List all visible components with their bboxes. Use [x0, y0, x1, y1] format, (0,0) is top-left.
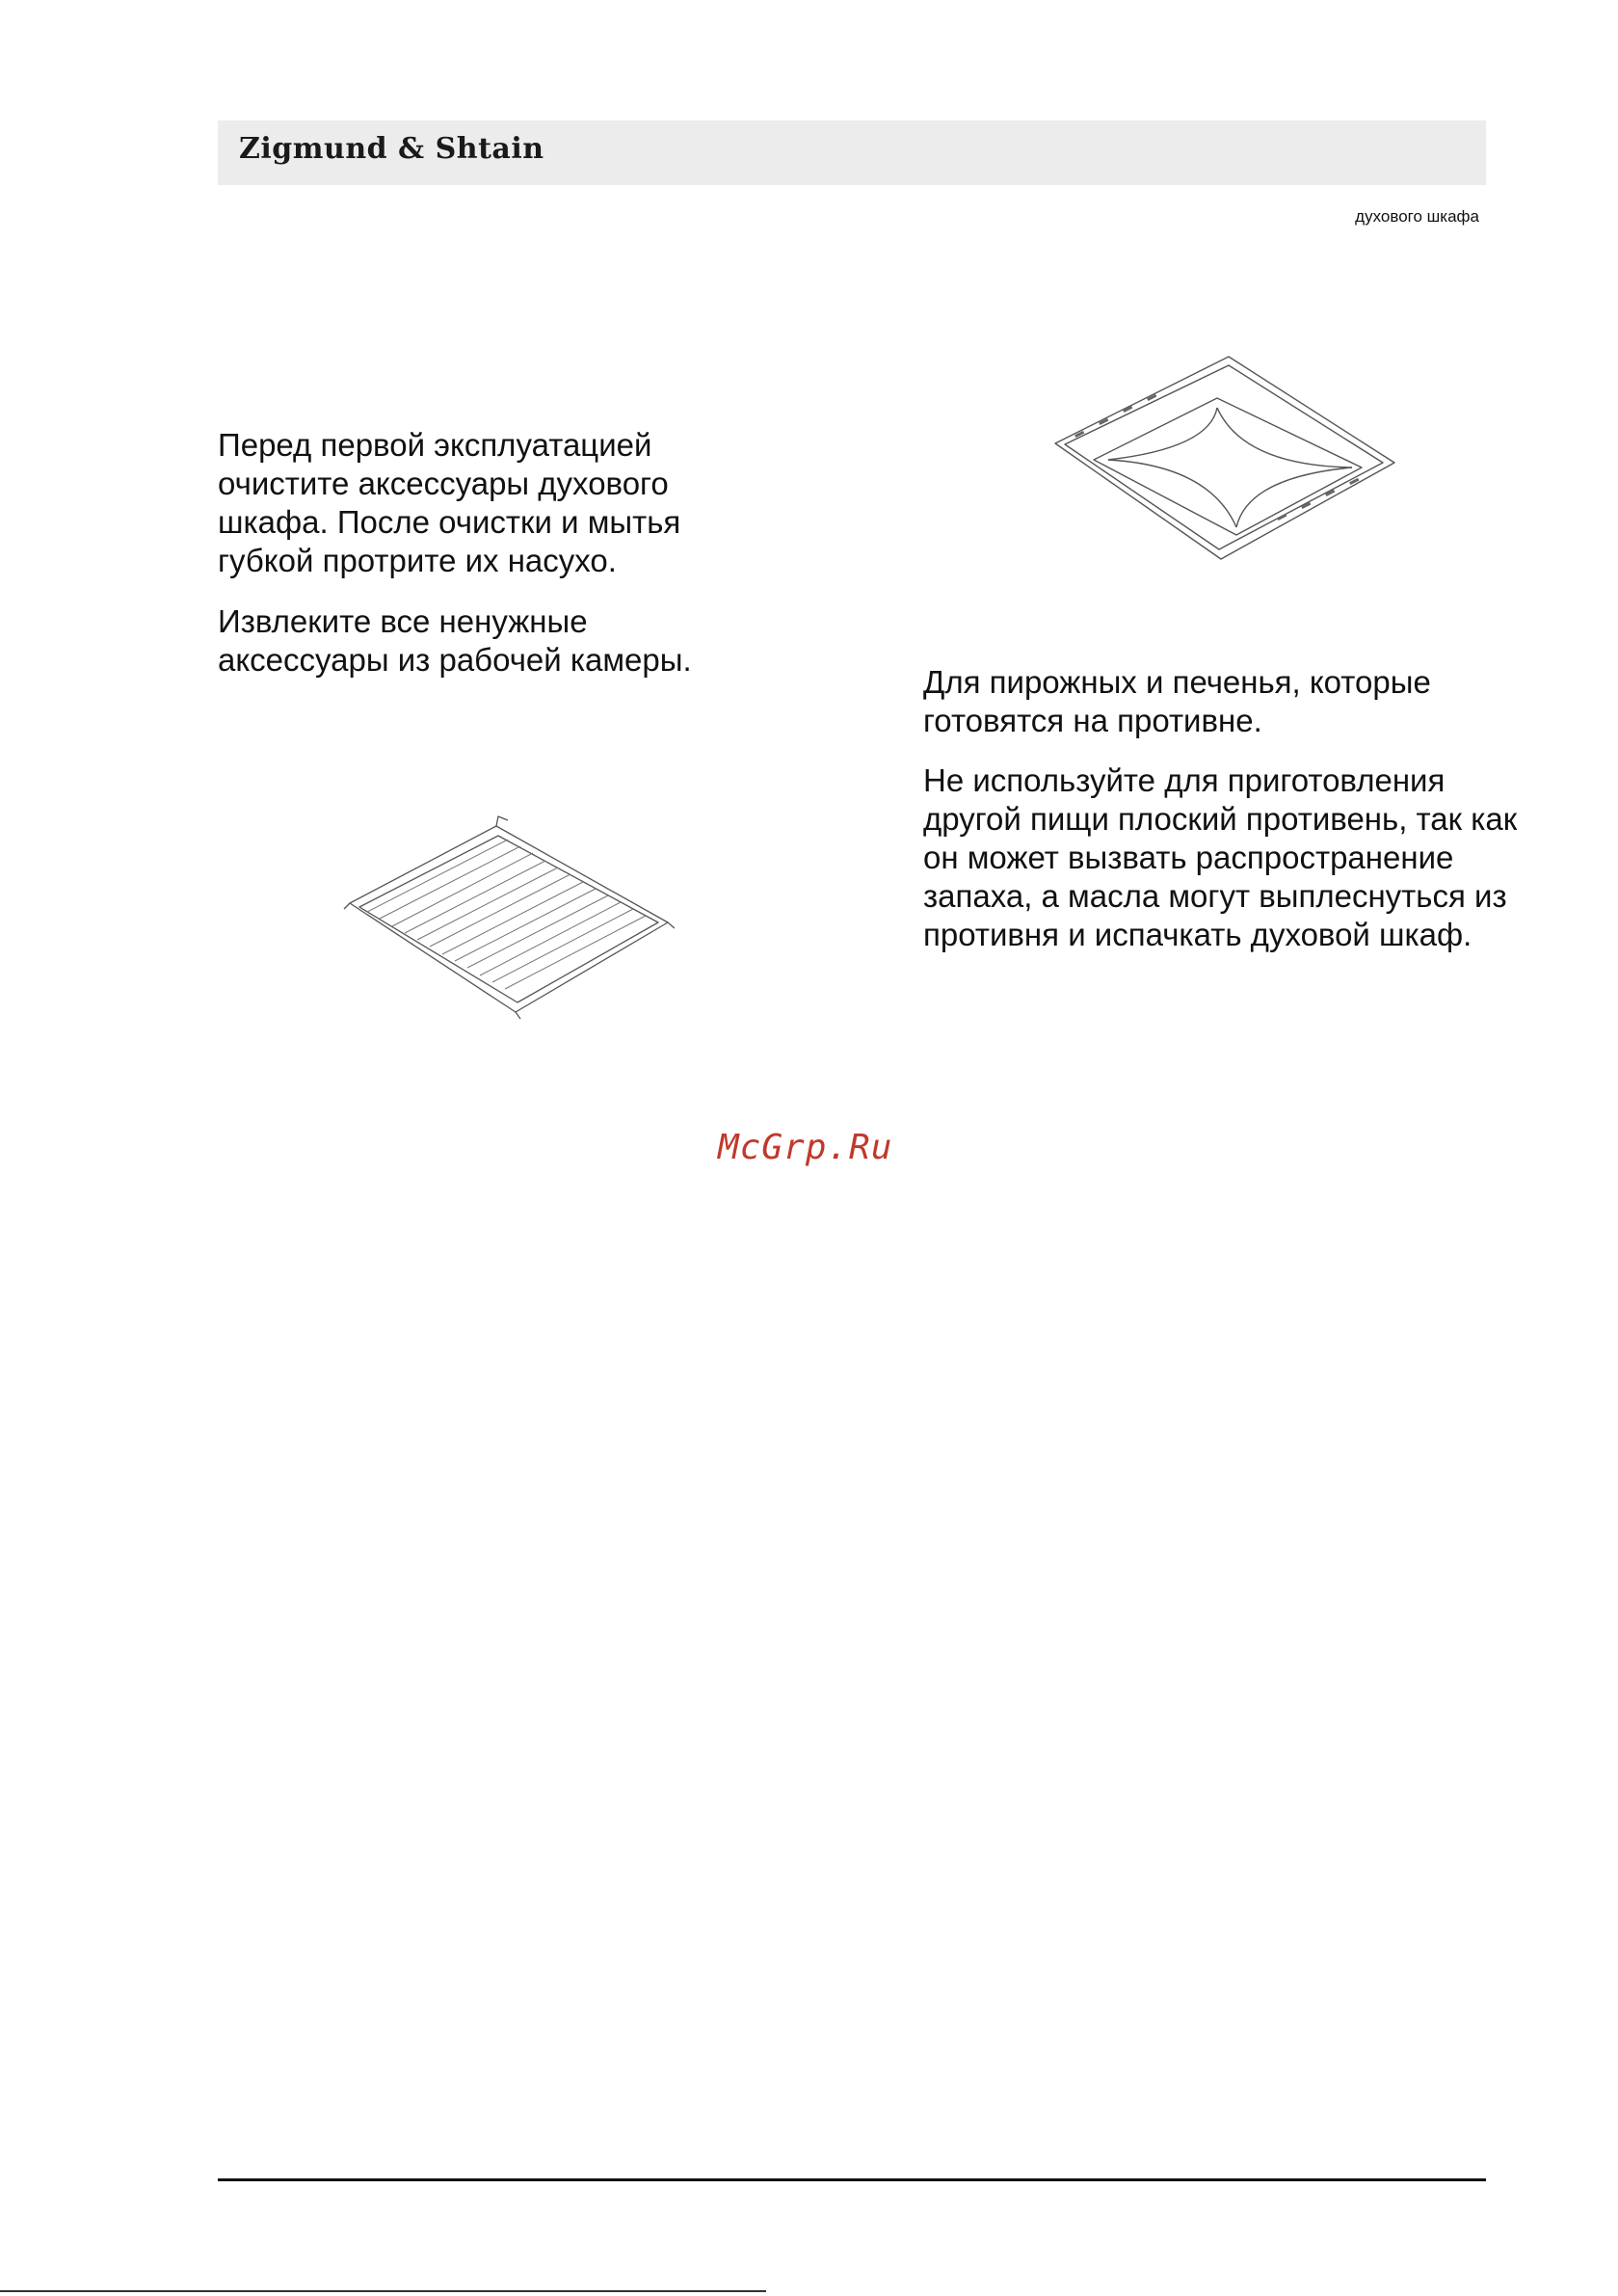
bottom-edge-line — [0, 2290, 766, 2292]
cleaning-instructions: Перед первой эксплуатацией очистите аксессуары духового шкафа. После очистки и мытья губкой протрите их насухо. — [218, 427, 681, 578]
header-bar — [218, 120, 1486, 185]
tray-warning: Не используйте для приготовления другой пищи плоский противень, так как он может вызвать распространение запаха, а масла могут выплеснуться из противня и испачкать духовой шкаф. — [923, 762, 1518, 952]
footer-divider — [218, 2178, 1486, 2181]
brand-logo: Zigmund & Shtain — [239, 132, 544, 166]
section-label: духового шкафа — [1355, 207, 1479, 226]
watermark: McGrp.Ru — [718, 1128, 893, 1167]
wire-rack-illustration — [342, 814, 675, 1022]
remove-accessories-note: Извлеките все ненужные аксессуары из рабочей камеры. — [218, 603, 692, 678]
baking-tray-illustration — [1046, 352, 1402, 569]
tray-usage-note: Для пирожных и печенья, которые готовятся на противне. — [923, 664, 1431, 738]
